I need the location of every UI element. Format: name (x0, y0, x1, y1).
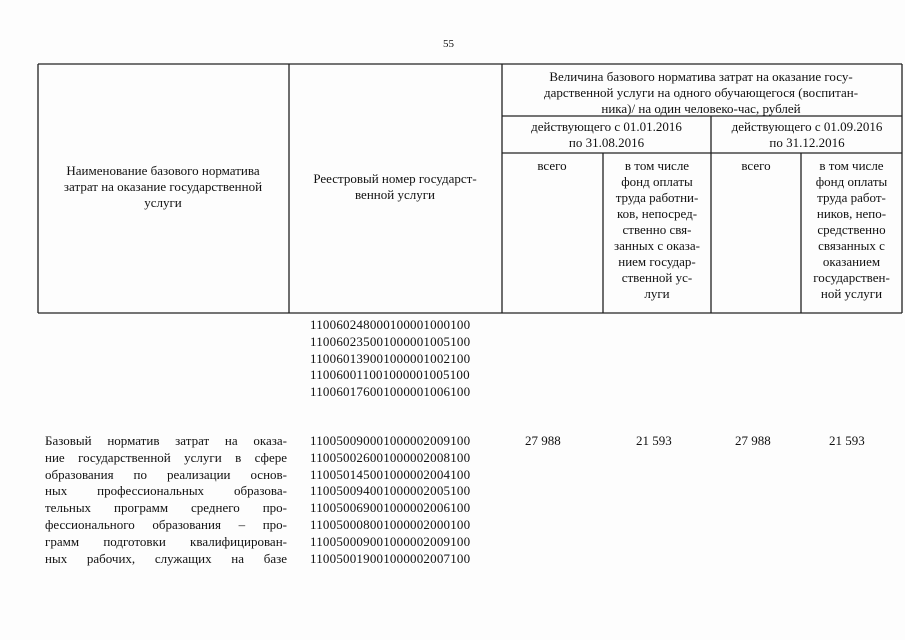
registry-code: 110050009001000002009100 (310, 533, 471, 549)
table-row-1-codes (310, 317, 500, 401)
header-wage-line: занных с оказа- (614, 238, 700, 253)
registry-code: 110050008001000002000100 (310, 516, 471, 532)
header-registry-line: венной услуги (355, 187, 435, 202)
header-total-2 (712, 158, 800, 174)
registry-code: 110050026001000002008100 (310, 449, 471, 465)
header-name-line: Наименование базового норматива (66, 163, 260, 178)
registry-code: 110050094001000002005100 (310, 483, 471, 499)
header-period-line: по 31.08.2016 (568, 135, 645, 150)
header-wage-line: ственной ус- (621, 270, 693, 285)
table-row-2-name (45, 433, 287, 567)
header-period-2 (712, 119, 902, 151)
header-value-column (502, 69, 900, 117)
registry-code: 110050069001000002006100 (310, 500, 471, 516)
page-number: 55 (443, 38, 454, 50)
header-period-line: по 31.12.2016 (769, 135, 845, 150)
header-period-line: действующего с 01.09.2016 (731, 119, 883, 134)
header-wage-line: фонд оплаты (815, 174, 888, 189)
registry-code: 110060139001000001002100 (310, 350, 471, 366)
header-wage-line: ственно свя- (622, 222, 692, 237)
header-period-1 (502, 119, 711, 151)
header-name-line: услуги (144, 195, 182, 210)
registry-code: 110060248000100001000100 (310, 317, 471, 332)
header-wage-line: луги (644, 286, 670, 301)
row-2-wage-period-2: 21 593 (829, 433, 865, 448)
header-total-line: всего (537, 158, 567, 173)
header-value-line: дарственной услуги на одного обучающегося (воспитан- (543, 85, 859, 100)
row-2-total-period-2: 27 988 (735, 433, 771, 448)
header-wage-line: труда работ- (817, 190, 886, 205)
registry-code: 110050019001000002007100 (310, 550, 471, 566)
header-wage-1 (603, 158, 711, 302)
row-name-line: Базовый норматив затрат на оказа- (45, 433, 287, 448)
row-name-line: тельных программ среднего про- (45, 500, 287, 516)
header-name-column (38, 163, 288, 211)
registry-code: 110050090001000002009100 (310, 433, 471, 448)
registry-code: 110060235001000001005100 (310, 333, 471, 349)
header-value-line: ника)/ на один человеко-час, рублей (601, 101, 801, 116)
header-wage-line: связанных с (818, 238, 885, 253)
table-row-2-codes (310, 433, 500, 567)
header-wage-2 (801, 158, 902, 302)
header-wage-line: ков, непосред- (616, 206, 698, 221)
header-wage-line: нием государ- (618, 254, 696, 269)
row-name-line: ных профессиональных образова- (45, 483, 287, 499)
registry-code: 110060011001000001005100 (310, 367, 470, 383)
header-wage-line: в том числе (624, 158, 690, 173)
header-registry-line: Реестровый номер государст- (313, 171, 477, 186)
header-wage-line: ников, непо- (816, 206, 887, 221)
header-total-1 (502, 158, 602, 174)
row-name-line: фессионального образования – про- (45, 516, 287, 532)
header-wage-line: ной услуги (820, 286, 883, 301)
header-period-line: действующего с 01.01.2016 (531, 119, 682, 134)
registry-code: 110060176001000001006100 (310, 384, 471, 400)
header-wage-line: государствен- (813, 270, 890, 285)
row-name-line: ных рабочих, служащих на базе (45, 550, 287, 566)
header-wage-line: фонд оплаты (621, 174, 693, 189)
header-total-line: всего (741, 158, 771, 173)
header-wage-line: труда работни- (615, 190, 699, 205)
header-wage-line: средственно (817, 222, 886, 237)
header-wage-line: в том числе (819, 158, 884, 173)
row-name-line: ние государственной услуги в сфере (45, 449, 287, 465)
header-wage-line: оказанием (822, 254, 881, 269)
header-registry-column (289, 171, 501, 203)
row-name-line: грамм подготовки квалифицирован- (45, 533, 287, 549)
registry-code: 110050145001000002004100 (310, 466, 471, 482)
row-2-total-period-1: 27 988 (525, 433, 561, 448)
row-2-wage-period-1: 21 593 (636, 433, 672, 448)
header-value-line: Величина базового норматива затрат на оказание госу- (549, 69, 853, 84)
row-name-line: образования по реализации основ- (45, 466, 287, 482)
header-name-line: затрат на оказание государственной (63, 179, 263, 194)
